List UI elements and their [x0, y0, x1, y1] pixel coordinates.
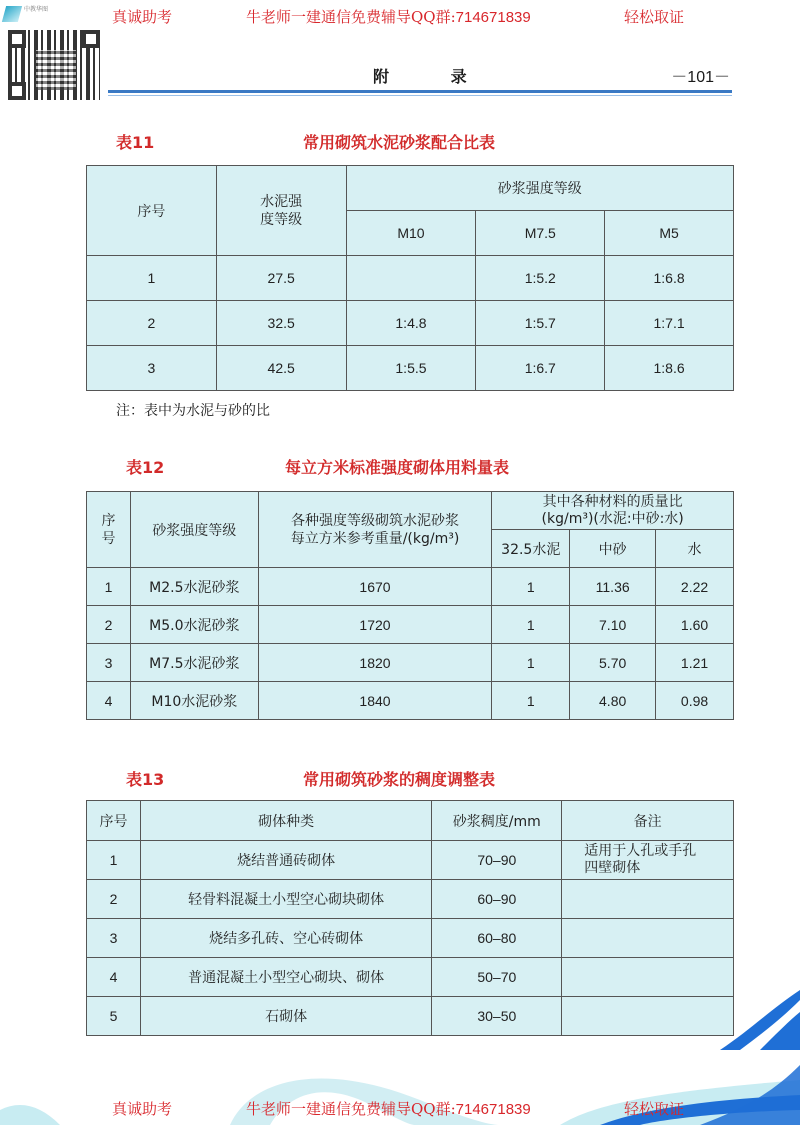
- table12-cell: 1.60: [656, 606, 734, 644]
- banner-right-text: 轻松取证: [624, 8, 685, 26]
- table12-cell: 1: [492, 568, 570, 606]
- table11-header-m75: M7.5: [476, 211, 605, 256]
- table11-header-cement-grade: 水泥强 度等级: [216, 166, 346, 256]
- table11-cell: 42.5: [216, 346, 346, 391]
- table13-cell: 3: [87, 919, 141, 958]
- publisher-logo: 中教华图: [4, 4, 52, 24]
- table-row: [87, 256, 734, 301]
- table11-cell: 1:8.6: [605, 346, 734, 391]
- table12-header-water: 水: [656, 530, 734, 568]
- table13-cell: 60–90: [432, 880, 562, 919]
- table-row: [87, 919, 734, 958]
- table13-header-index: 序号: [87, 801, 141, 841]
- table12-header-index: 序 号: [87, 492, 131, 568]
- table12-cell: 1: [492, 644, 570, 682]
- table12-header-mortar-grade: 砂浆强度等级: [130, 492, 258, 568]
- table12-cell: 0.98: [656, 682, 734, 720]
- table-row: [87, 346, 734, 391]
- table11-cell: 2: [87, 301, 217, 346]
- table12-cell: 2.22: [656, 568, 734, 606]
- table13-cell: [562, 919, 734, 958]
- table13-cell: [562, 880, 734, 919]
- table11-header-mortar-grade: 砂浆强度等级: [346, 166, 733, 211]
- table11-cell: 32.5: [216, 301, 346, 346]
- table12-cell: M7.5水泥砂浆: [130, 644, 258, 682]
- table-row: [87, 997, 734, 1036]
- footer-middle-text: 牛老师一建通信免费辅导QQ群:714671839: [246, 1100, 531, 1118]
- table12-label: 表12: [126, 458, 165, 477]
- table-row: [87, 682, 734, 720]
- table12-cell: 7.10: [570, 606, 656, 644]
- table12-cell: M5.0水泥砂浆: [130, 606, 258, 644]
- table12-cell: 1820: [258, 644, 492, 682]
- table12-header-ratio-line2: (kg/m³)(水泥:中砂:水): [541, 510, 684, 527]
- table-row: [87, 880, 734, 919]
- table13-label: 表13: [126, 770, 165, 789]
- table-row: [87, 568, 734, 606]
- table-row: [87, 958, 734, 997]
- table12-cell: 5.70: [570, 644, 656, 682]
- table13-header-type: 砌体种类: [140, 801, 431, 841]
- banner-left-text: 真诚助考: [112, 8, 173, 26]
- banner-middle-text: 牛老师一建通信免费辅导QQ群:714671839: [246, 8, 531, 26]
- table13-cell: 石砌体: [140, 997, 431, 1036]
- table11-cell: 1:5.2: [476, 256, 605, 301]
- page-header-title: 附 录: [373, 67, 495, 86]
- table11-note: 注：表中为水泥与砂的比: [116, 403, 270, 419]
- table12-cell: M10水泥砂浆: [130, 682, 258, 720]
- table12-header-weight: [258, 492, 492, 568]
- table13-cell: 2: [87, 880, 141, 919]
- table-row: [87, 644, 734, 682]
- table12-cell: 1.21: [656, 644, 734, 682]
- qr-code-image: [8, 30, 100, 100]
- table12-cell: 1720: [258, 606, 492, 644]
- table12-cell: 3: [87, 644, 131, 682]
- table12-cell: 1: [87, 568, 131, 606]
- table11-cell: 3: [87, 346, 217, 391]
- table13-cell: 5: [87, 997, 141, 1036]
- table13-cell: 70–90: [432, 841, 562, 880]
- table11-header-m5: M5: [605, 211, 734, 256]
- table11-cell: 1:7.1: [605, 301, 734, 346]
- table11-cell: 1:6.7: [476, 346, 605, 391]
- table11-cell: 27.5: [216, 256, 346, 301]
- table11-cell: [346, 256, 476, 301]
- table12-cell: 1840: [258, 682, 492, 720]
- header-rule-thin: [108, 95, 732, 96]
- table-row: [87, 606, 734, 644]
- table13-cell: 1: [87, 841, 141, 880]
- table12-cell: 1: [492, 606, 570, 644]
- table12-cell: 1: [492, 682, 570, 720]
- table11-cell: 1:4.8: [346, 301, 476, 346]
- table13-cell: 普通混凝土小型空心砌块、砌体: [140, 958, 431, 997]
- table12-title: 每立方米标准强度砌体用料量表: [285, 458, 510, 477]
- table13-cell: 4: [87, 958, 141, 997]
- table12-cell: 2: [87, 606, 131, 644]
- table13-title: 常用砌筑砂浆的稠度调整表: [303, 770, 496, 789]
- table-row: [87, 301, 734, 346]
- table11-cell: 1:5.5: [346, 346, 476, 391]
- table13-cell: 轻骨料混凝土小型空心砌块砌体: [140, 880, 431, 919]
- table11-cell: 1: [87, 256, 217, 301]
- table13-cell: 烧结多孔砖、空心砖砌体: [140, 919, 431, 958]
- table13-header-remark: 备注: [562, 801, 734, 841]
- table12-header-sand: 中砂: [570, 530, 656, 568]
- table11-title: 常用砌筑水泥砂浆配合比表: [303, 133, 496, 152]
- table11: [86, 165, 734, 391]
- table13-cell: 烧结普通砖砌体: [140, 841, 431, 880]
- decorative-wave-right: [660, 990, 800, 1050]
- table13-header-consistency: 砂浆稠度/mm: [432, 801, 562, 841]
- table12-cell: 4.80: [570, 682, 656, 720]
- table12-header-ratio-line1: 其中各种材料的质量比: [542, 493, 683, 510]
- table12-header-weight-line2: 每立方米参考重量/(kg/m³): [290, 530, 460, 547]
- table13-cell: 60–80: [432, 919, 562, 958]
- table11-label: 表11: [116, 133, 155, 152]
- table12: [86, 491, 734, 720]
- table12-header-cement: 32.5水泥: [492, 530, 570, 568]
- header-rule: [108, 90, 732, 93]
- page-number: －101－: [671, 69, 730, 86]
- table-row: [87, 841, 734, 880]
- table11-header-index: 序号: [87, 166, 217, 256]
- footer-left-text: 真诚助考: [112, 1100, 173, 1118]
- table12-header-weight-line1: 各种强度等级砌筑水泥砂浆: [291, 512, 459, 529]
- footer-right-text: 轻松取证: [624, 1100, 685, 1118]
- table11-header-m10: M10: [346, 211, 476, 256]
- table12-cell: 11.36: [570, 568, 656, 606]
- table11-cell: 1:5.7: [476, 301, 605, 346]
- table13-cell: 30–50: [432, 997, 562, 1036]
- table13: [86, 800, 734, 1036]
- table13-cell: 50–70: [432, 958, 562, 997]
- table12-cell: M2.5水泥砂浆: [130, 568, 258, 606]
- table12-cell: 4: [87, 682, 131, 720]
- table12-header-ratio: [492, 492, 734, 530]
- table12-cell: 1670: [258, 568, 492, 606]
- table11-cell: 1:6.8: [605, 256, 734, 301]
- table13-cell: 适用于人孔或手孔 四壁砌体: [562, 841, 734, 880]
